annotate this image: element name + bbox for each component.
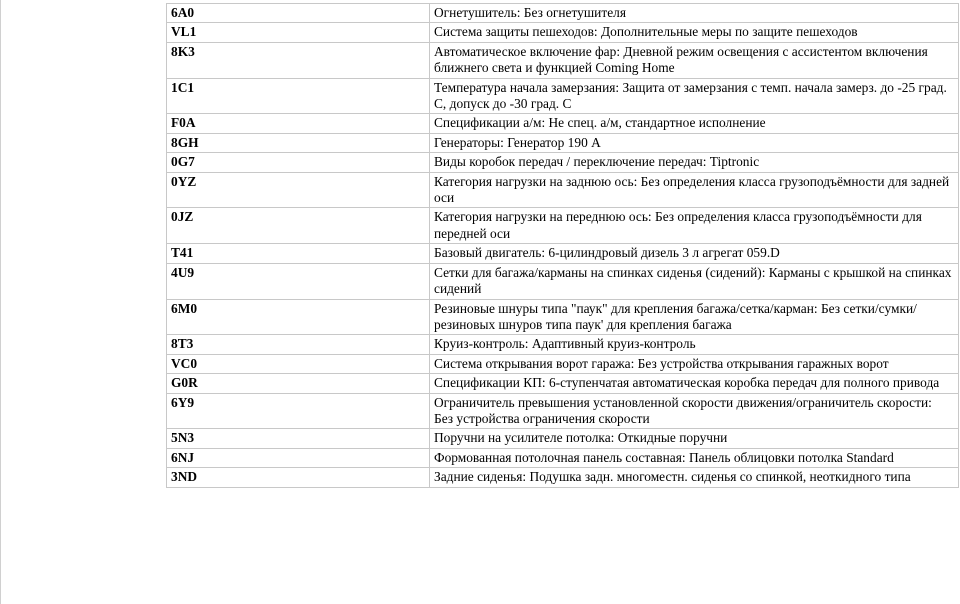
option-code: T41 (167, 244, 430, 263)
option-description: Резиновые шнуры типа "паук" для крепления багажа/сетка/карман: Без сетки/сумки/резиновых шнуров типа паук' для крепления багажа (430, 299, 959, 335)
table-row (167, 374, 959, 393)
option-description: Сетки для багажа/карманы на спинках сиденья (сидений): Карманы с крышкой на спинках сидений (430, 263, 959, 299)
option-description: Базовый двигатель: 6-цилиндровый дизель 3 л агрегат 059.D (430, 244, 959, 263)
option-description: Круиз-контроль: Адаптивный круиз-контроль (430, 335, 959, 354)
option-description: Спецификации а/м: Не спец. а/м, стандартное исполнение (430, 114, 959, 133)
option-code: 6NJ (167, 448, 430, 467)
table-body (167, 4, 959, 488)
table-row (167, 354, 959, 373)
option-description: Огнетушитель: Без огнетушителя (430, 4, 959, 23)
table-row (167, 78, 959, 114)
option-code: 0G7 (167, 153, 430, 172)
table-row (167, 429, 959, 448)
option-code: 8T3 (167, 335, 430, 354)
table-row (167, 244, 959, 263)
option-code: 0YZ (167, 172, 430, 208)
table-row (167, 468, 959, 487)
option-description: Система открывания ворот гаража: Без устройства открывания гаражных ворот (430, 354, 959, 373)
option-description: Автоматическое включение фар: Дневной режим освещения с ассистентом включения ближнего света и функцией Coming Home (430, 42, 959, 78)
option-description: Категория нагрузки на заднюю ось: Без определения класса грузоподъёмности для задней оси (430, 172, 959, 208)
table-row (167, 335, 959, 354)
option-description: Генераторы: Генератор 190 А (430, 133, 959, 152)
option-code: 4U9 (167, 263, 430, 299)
table-row (167, 153, 959, 172)
option-description: Ограничитель превышения установленной скорости движения/ограничитель скорости: Без устройства ограничения скорости (430, 393, 959, 429)
option-code: F0A (167, 114, 430, 133)
table-row (167, 263, 959, 299)
option-description: Спецификации КП: 6-ступенчатая автоматическая коробка передач для полного привода (430, 374, 959, 393)
option-code: 6Y9 (167, 393, 430, 429)
option-description: Температура начала замерзания: Защита от замерзания с темп. начала замерз. до -25 град. С, допуск до -30 град. С (430, 78, 959, 114)
table-row (167, 42, 959, 78)
table-row (167, 4, 959, 23)
option-code: 3ND (167, 468, 430, 487)
table-row (167, 208, 959, 244)
option-description: Поручни на усилителе потолка: Откидные поручни (430, 429, 959, 448)
option-code: 0JZ (167, 208, 430, 244)
option-description: Задние сиденья: Подушка задн. многоместн. сиденья со спинкой, неоткидного типа (430, 468, 959, 487)
option-code: VC0 (167, 354, 430, 373)
option-code: 8GH (167, 133, 430, 152)
table-row (167, 393, 959, 429)
option-code: 5N3 (167, 429, 430, 448)
option-code: G0R (167, 374, 430, 393)
table-row (167, 114, 959, 133)
table-row (167, 299, 959, 335)
page-edge-divider (0, 0, 1, 604)
option-code: 8K3 (167, 42, 430, 78)
equipment-options-table (166, 3, 959, 488)
option-description: Виды коробок передач / переключение передач: Tiptronic (430, 153, 959, 172)
table-row (167, 23, 959, 42)
table-row (167, 448, 959, 467)
option-description: Категория нагрузки на переднюю ось: Без определения класса грузоподъёмности для передней оси (430, 208, 959, 244)
option-code: VL1 (167, 23, 430, 42)
table-row (167, 172, 959, 208)
option-code: 6M0 (167, 299, 430, 335)
table-row (167, 133, 959, 152)
option-code: 1C1 (167, 78, 430, 114)
option-description: Система защиты пешеходов: Дополнительные меры по защите пешеходов (430, 23, 959, 42)
option-code: 6A0 (167, 4, 430, 23)
option-description: Формованная потолочная панель составная: Панель облицовки потолка Standard (430, 448, 959, 467)
